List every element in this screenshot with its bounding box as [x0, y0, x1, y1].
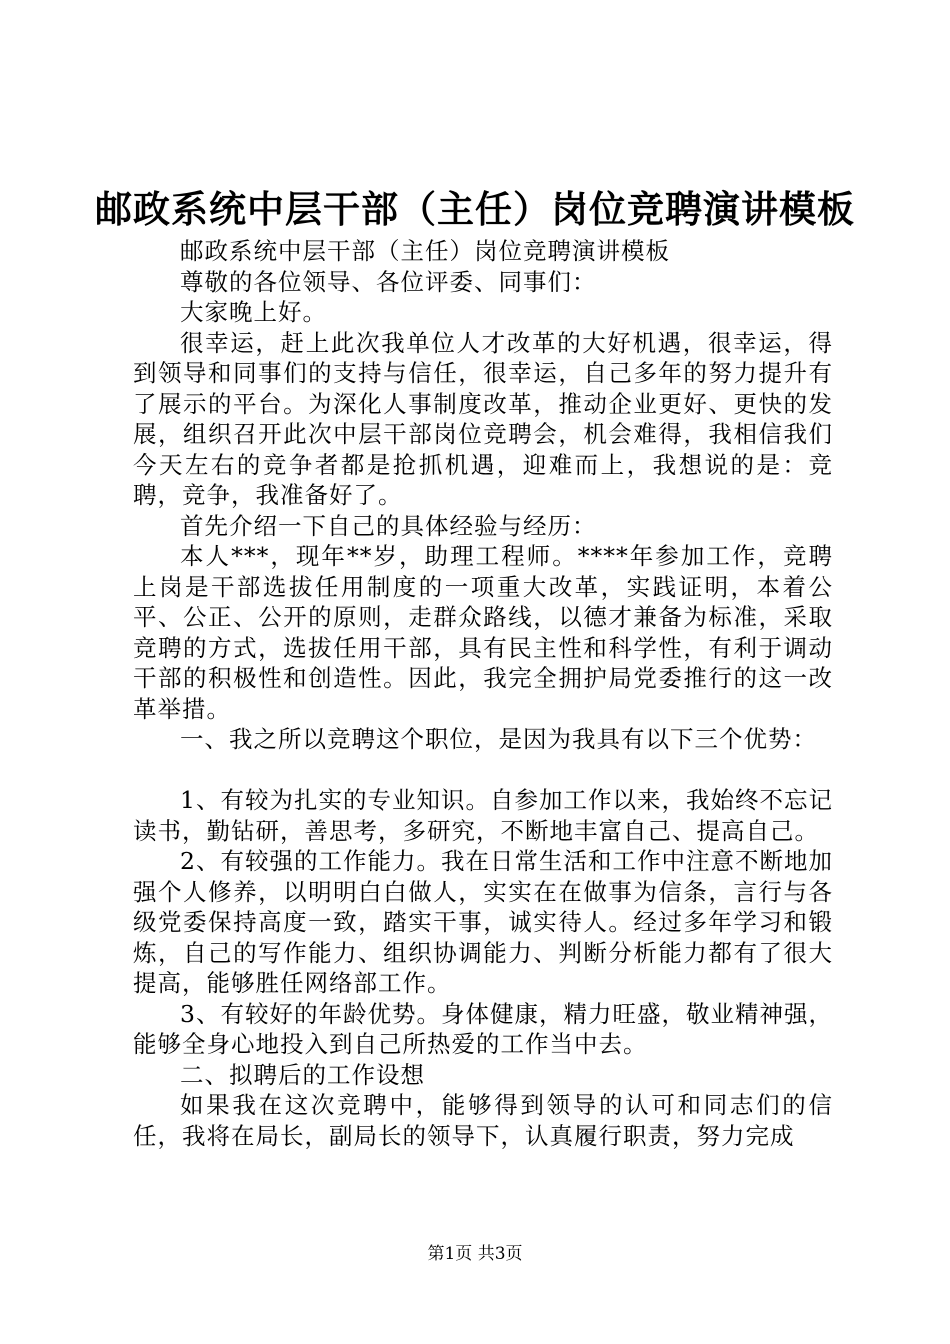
document-title: 邮政系统中层干部（主任）岗位竞聘演讲模板: [95, 187, 855, 231]
paragraph: 很幸运，赶上此次我单位人才改革的大好机遇，很幸运，得到领导和同事们的支持与信任，很幸运，自己多年的努力提升有了展示的平台。为深化人事制度改革，推动企业更好、更快的发展，组织召开此次中层干部岗位竞聘会，机会难得，我相信我们今天左右的竞争者都是抢抓机遇，迎难而上，我想说的是：竞聘，竞争，我准备好了。: [133, 328, 833, 509]
paragraph: 大家晚上好。: [180, 298, 327, 326]
paragraph: 邮政系统中层干部（主任）岗位竞聘演讲模板: [180, 237, 670, 265]
paragraph: 一、我之所以竞聘这个职位，是因为我具有以下三个优势：: [180, 725, 817, 753]
paragraph: 尊敬的各位领导、各位评委、同事们：: [180, 267, 597, 296]
paragraph: 2、有较强的工作能力。我在日常生活和工作中注意不断地加强个人修养，以明明白白做人，实实在在做事为信条，言行与各级党委保持高度一致，踏实干事，诚实待人。经过多年学习和锻炼，自己的写作能力、组织协调能力、判断分析能力都有了很大提高，能够胜任网络部工作。: [133, 847, 833, 997]
paragraph: 首先介绍一下自己的具体经验与经历：: [180, 511, 597, 540]
paragraph: 1、有较为扎实的专业知识。自参加工作以来，我始终不忘记读书，勤钻研，善思考，多研究，不断地丰富自己、提高自己。: [133, 786, 833, 845]
paragraph: 如果我在这次竞聘中，能够得到领导的认可和同志们的信任，我将在局长，副局长的领导下，认真履行职责，努力完成: [133, 1091, 833, 1150]
paragraph: 本人***，现年**岁，助理工程师。****年参加工作，竞聘上岗是干部选拔任用制度的一项重大改革，实践证明，本着公平、公正、公开的原则，走群众路线，以德才兼备为标准，采取竞聘的方式，选拔任用干部，具有民主性和科学性，有利于调动干部的积极性和创造性。因此，我完全拥护局党委推行的这一改革举措。: [133, 542, 833, 723]
page-footer: 第1页 共3页: [427, 1244, 523, 1264]
document-body: [133, 236, 833, 1151]
paragraph: 二、拟聘后的工作设想: [180, 1060, 425, 1089]
paragraph: 3、有较好的年龄优势。身体健康，精力旺盛，敬业精神强，能够全身心地投入到自己所热爱的工作当中去。: [133, 999, 833, 1058]
